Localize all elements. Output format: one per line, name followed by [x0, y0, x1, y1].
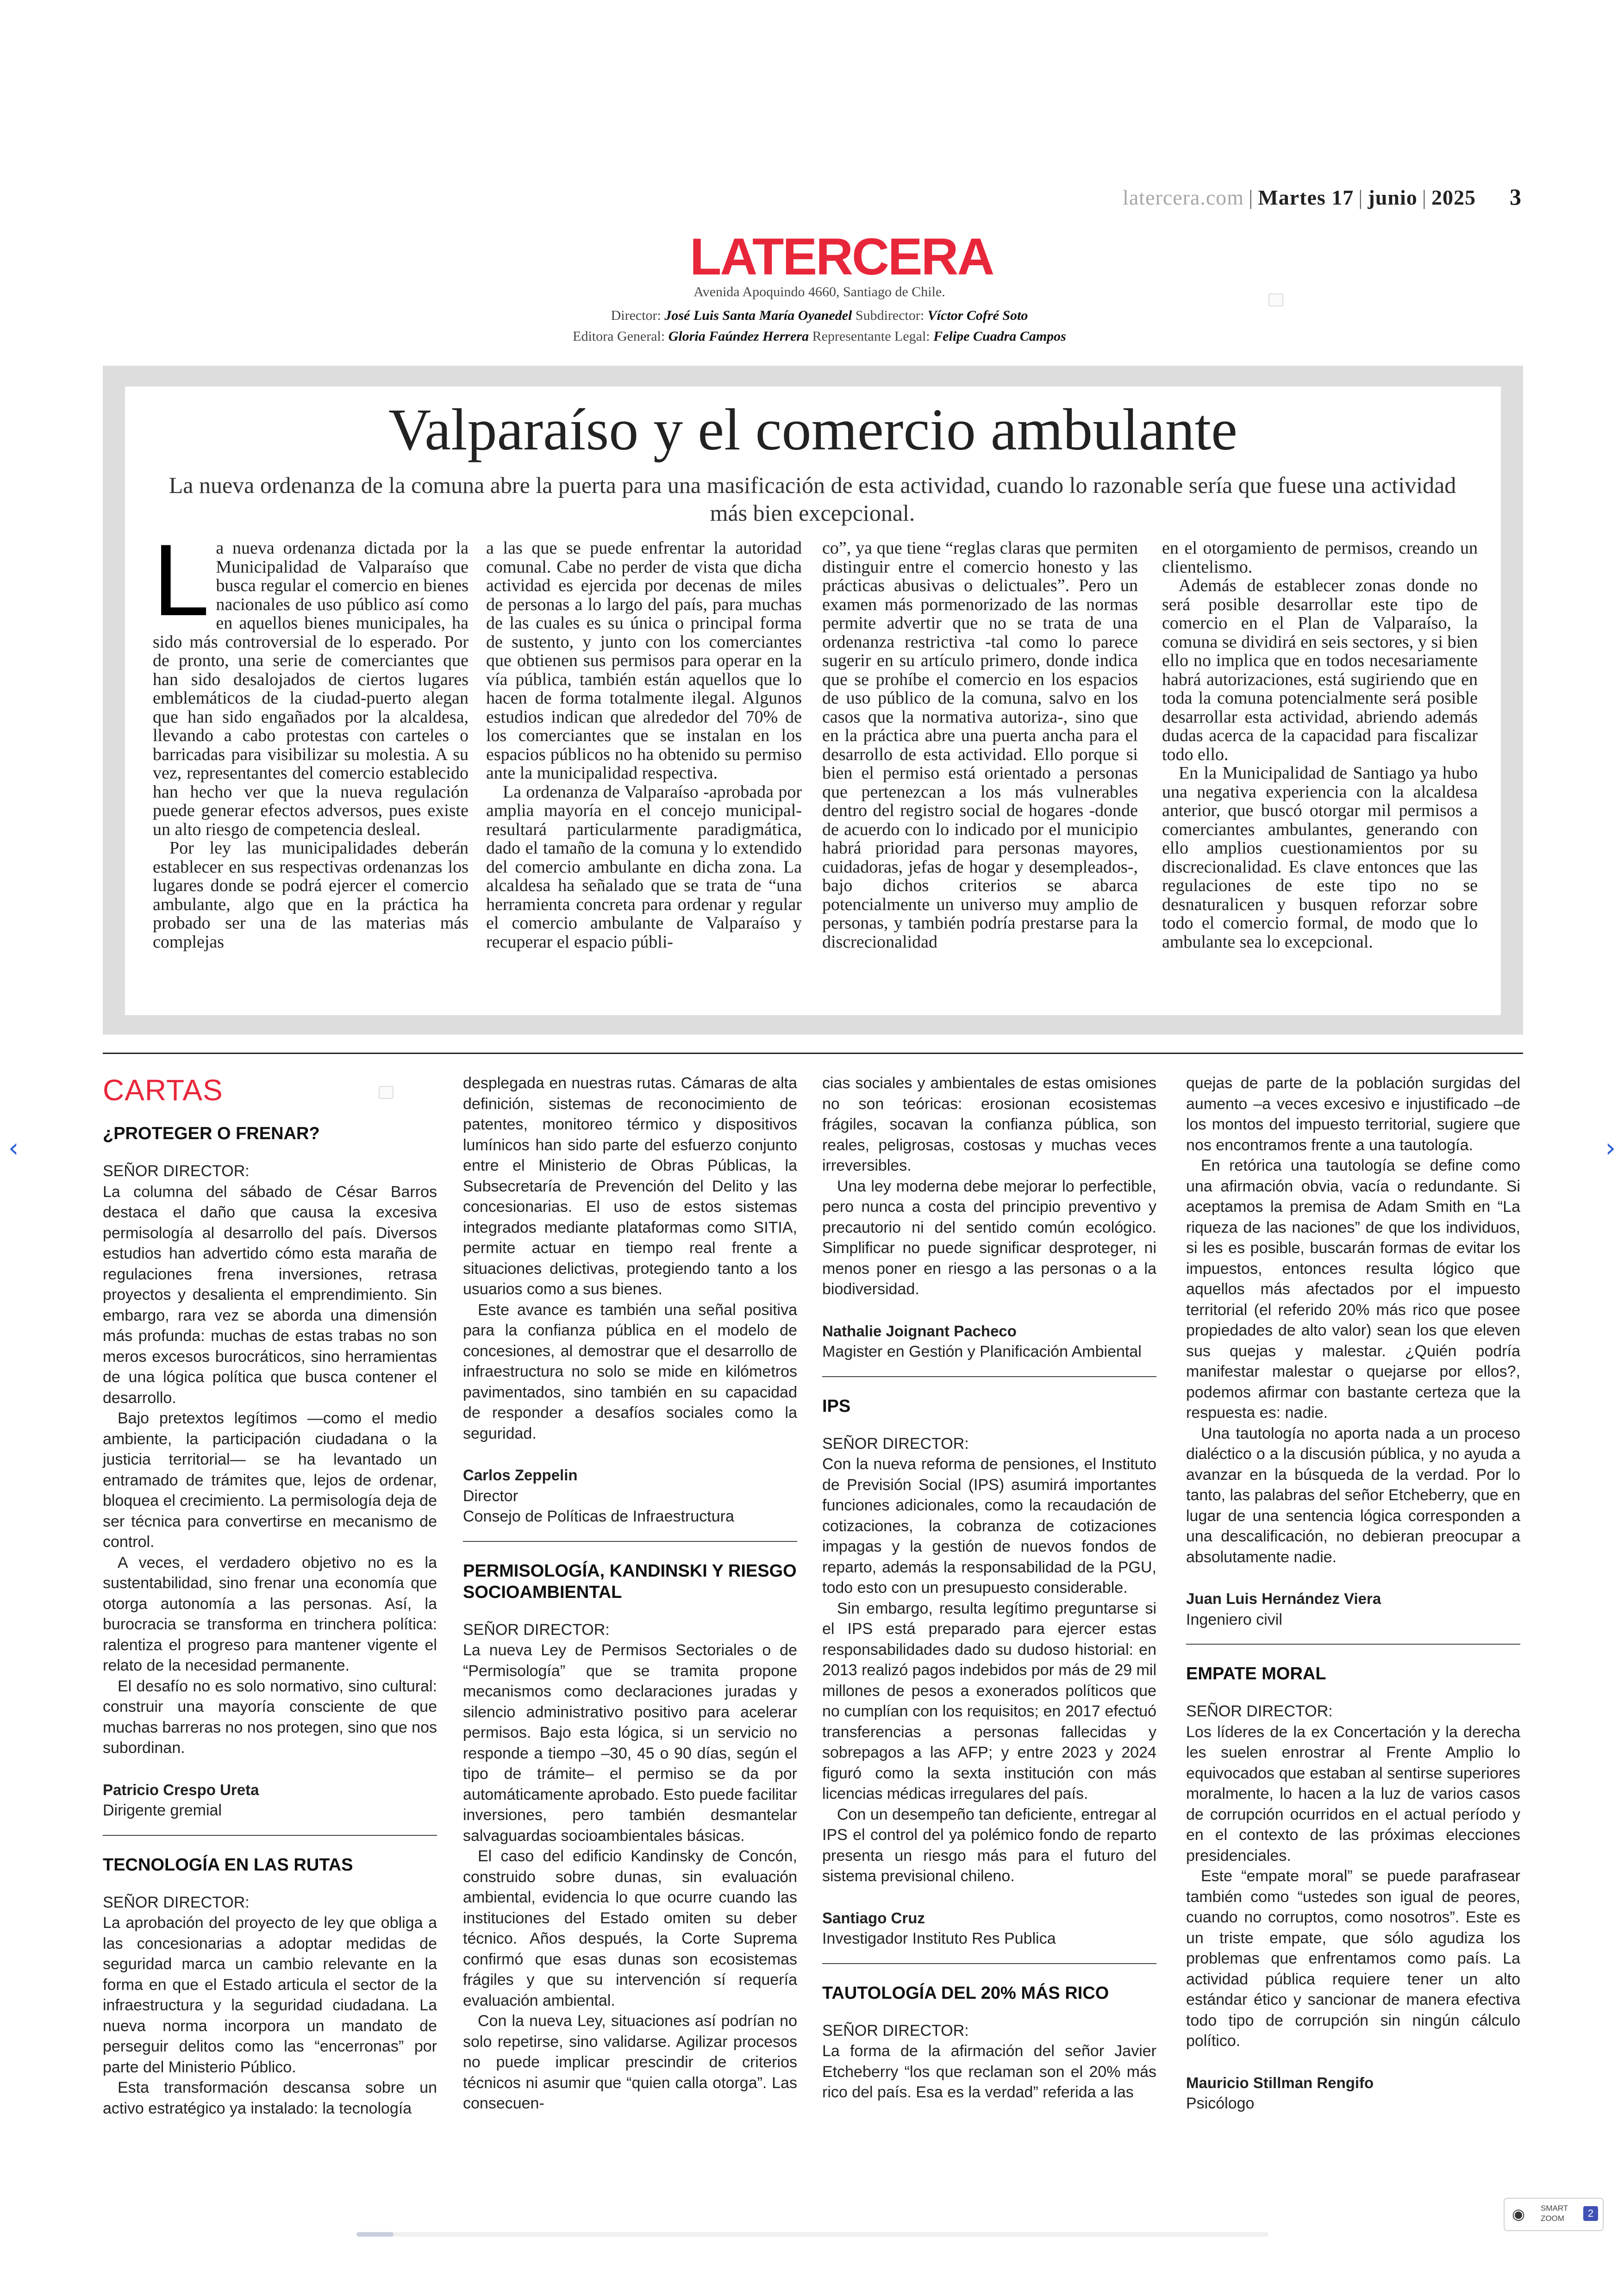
letters-section-title: CARTAS	[103, 1073, 223, 1107]
scrollbar-thumb[interactable]	[356, 2232, 394, 2237]
letter-title: TAUTOLOGÍA DEL 20% MÁS RICO	[822, 1983, 1109, 2003]
letter-paragraph: Este avance es también una señal positiva para la confianza pública en el modelo de concesiones, al demostrar que el desarrollo de infraestructura no solo se mide en kilómetros pavimentados, sino también en su capacidad de responder a desafíos sociales como la seguridad.	[463, 1301, 797, 1442]
letter-title: ¿PROTEGER O FRENAR?	[103, 1124, 320, 1143]
letter-paragraph: Una tautología no aporta nada a un proceso dialéctico o a la discusión pública, y no ayuda a avanzar en la búsqueda de la verdad. Por lo tanto, las palabras del señor Etcheberry, que en lugar de una sentencia lógica corresponden a una descalificación, no debieran preocupar a absolutamente nadie.	[1186, 1424, 1520, 1566]
letter-signature: Nathalie Joignant Pacheco	[822, 1322, 1017, 1340]
page-number: 3	[1510, 184, 1521, 210]
editorial-paragraph: Además de establecer zonas donde no será posible desarrollar este tipo de comercio en el Plan de Valparaíso, la comuna se dividirá en seis sectores, y si bien ello no implica que en todos necesariamente habrá autorizaciones, está sugiriendo que en toda la comuna potencialmente será posible desarrollar esta actividad, abriendo además dudas acerca de la capacidad para fiscalizar todo ello.	[1162, 576, 1478, 764]
letter-paragraph: quejas de parte de la población surgidas del aumento –a veces excesivo e injustificado –de los montos del impuesto territorial, sugiere que nos encontramos frente a una tautología.	[1186, 1074, 1520, 1154]
editorial-paragraph: en el otorgamiento de permisos, creando un clientelismo.	[1162, 538, 1478, 577]
letters-column-2	[463, 1073, 797, 2114]
editora-name: Gloria Faúndez Herrera	[668, 329, 809, 344]
letter-paragraph: Bajo pretextos legítimos —como el medio ambiente, la participación ciudadana o la justicia territorial— se ha levantado un entramado de trámites que, lejos de ordenar, bloquea el crecimiento. La permisología deja de ser técnica para convertirse en mecanismo de control.	[103, 1409, 437, 1551]
editorial-paragraph: La ordenanza de Valparaíso -aprobada por amplia mayoría en el concejo municipal- resultará particularmente paradigmática, dado el tamaño de la comuna y lo extendido del comercio ambulante en dicha zona. La alcaldesa ha señalado que se trata de “una herramienta concreta para ordenar y regular el comercio ambulante de Valparaíso y recuperar el espacio públi-	[486, 782, 802, 952]
letter-title: TECNOLOGÍA EN LAS RUTAS	[103, 1855, 353, 1875]
letter-paragraph: Con la nueva reforma de pensiones, el Instituto de Previsión Social (IPS) asumirá importantes funciones adicionales, como la recaudación de cotizaciones, la cobranza de cotizaciones impagas y la gestión de nuevos fondos de reparto, además la responsabilidad de la PGU, todo esto con un presupuesto considerable.	[822, 1455, 1156, 1597]
masthead-directors: Director: José Luis Santa María Oyanedel Subdirector: Víctor Cofré Soto	[611, 308, 1028, 323]
letter-paragraph: El desafío no es solo normativo, sino cultural: construir una mayoría consciente de que muchas barreras no nos protegen, sino que nos subordinan.	[103, 1677, 437, 1757]
letter-salutation: SEÑOR DIRECTOR:	[1186, 1703, 1333, 1720]
letter-paragraph: A veces, el verdadero objetivo no es la sustentabilidad, sino frenar una economía que otorga autonomía a las personas. Así, la burocracia se transforma en trinchera política: ralentiza el progreso para mantener vigente el relato de la necesidad permanente.	[103, 1553, 437, 1674]
editorial-column-1	[153, 523, 468, 952]
letter-divider	[822, 1963, 1156, 1964]
letter-paragraph: Sin embargo, resulta legítimo preguntarse si el IPS está preparado para ejercer estas responsabilidades dado su dudoso historial: en 2013 realizó pagos indebidos por más de 29 mil millones de pesos a exonerados políticos que no cumplían con los requisitos; en 2017 efectuó transferencias a personas fallecidas y sobrepagos a las AFP; y entre 2023 y 2024 figuró como la sexta institución con más licencias médicas irregulares del país.	[822, 1599, 1157, 1802]
letters-column-3	[822, 1073, 1156, 2103]
eye-icon: ◉	[1512, 2206, 1525, 2222]
letter-salutation: SEÑOR DIRECTOR:	[463, 1621, 610, 1639]
letter-paragraph: Con la nueva Ley, situaciones así podrían no solo repetirse, sino validarse. Agilizar procesos no puede implicar prescindir de criterios técnicos ni asumir que “quien calla otorga”. Las consecuen-	[463, 2012, 797, 2112]
editorial-title: Valparaíso y el comercio ambulante	[388, 397, 1237, 462]
letter-role: Consejo de Políticas de Infraestructura	[463, 1508, 734, 1525]
editorial-paragraph: La nueva ordenanza dictada por la Municipalidad de Valparaíso que busca regular el comercio en bienes nacionales de uso público así como en aquellos bienes municipales, ha sido más controversial de lo esperado. Por de pronto, una serie de comerciantes que han sido desalojados de ciertos lugares emblemáticos de la ciudad-puerto alegan que han sido engañados por la alcaldesa, llevando a cabo protestas con carteles o barricadas para visibilizar su molestia. A su vez, representantes del comercio establecido han hecho ver que la nueva regulación puede generar efectos adversos, pues existe un alto riesgo de competencia desleal.	[153, 523, 468, 839]
image-placeholder-icon[interactable]	[1268, 293, 1283, 306]
image-placeholder-icon[interactable]	[379, 1086, 394, 1099]
editorial-deck: La nueva ordenanza de la comuna abre la puerta para una masificación de esta actividad, cuando lo razonable sería que fuese una actividad más bien excepcional.	[169, 472, 1456, 526]
smart-zoom-button[interactable]	[1504, 2198, 1604, 2231]
letter-paragraph: Con un desempeño tan deficiente, entregar al IPS el control del ya polémico fondo de reparto presenta un riesgo más para el futuro del sistema previsional chileno.	[822, 1805, 1156, 1885]
horizontal-scrollbar[interactable]	[356, 2232, 1268, 2237]
letter-paragraph: cias sociales y ambientales de estas omisiones no son teóricas: erosionan ecosistemas frágiles, socavan la confianza pública, son reales, peligrosas, costosas y muchas veces irreversibles.	[822, 1074, 1156, 1174]
letter-signature: Carlos Zeppelin	[463, 1466, 578, 1484]
letter-paragraph: El caso del edificio Kandinsky de Concón, construido sobre dunas, sin evaluación ambiental, evidencia lo que ocurre cuando las instituciones del Estado omiten su deber técnico. Años después, la Corte Suprema confirmó que esas dunas son ecosistemas frágiles y que su intervención sí requería evaluación ambiental.	[463, 1847, 797, 2009]
director-name: José Luis Santa María Oyanedel	[664, 308, 852, 323]
letter-title: EMPATE MORAL	[1186, 1664, 1326, 1684]
letter-role: Director	[463, 1487, 518, 1505]
letter-signature: Patricio Crespo Ureta	[103, 1781, 259, 1798]
editorial-paragraph: Por ley las municipalidades deberán establecer en sus respectivas ordenanzas los lugares donde se podrá ejercer el comercio ambulante, algo que en la práctica ha probado ser una de las materias más complejas	[153, 838, 468, 952]
next-page-button[interactable]: ›	[1605, 1133, 1616, 1163]
editorial-paragraph: a las que se puede enfrentar la autoridad comunal. Cabe no perder de vista que dicha actividad es ejercida por decenas de miles de personas a lo largo del país, para muchas de las cuales es su única o principal forma de sustento, y junto con los comerciantes que obtienen sus permisos para operar en la vía pública, también están aquellos que lo hacen de forma totalmente ilegal. Algunos estudios indican que alrededor del 70% de los comerciantes que se instalan en los espacios públicos no ha obtenido su permiso ante la municipalidad respectiva.	[486, 538, 802, 783]
letter-role: Dirigente gremial	[103, 1802, 222, 1819]
drop-cap: L	[153, 523, 210, 637]
letter-paragraph: Esta transformación descansa sobre un activo estratégico ya instalado: la tecnología	[103, 2079, 437, 2117]
editorial-paragraph: En la Municipalidad de Santiago ya hubo una negativa experiencia con la alcaldesa anterior, que buscó otorgar mil permisos a comerciantes ambulantes, generando con ello amplios cuestionamientos por su discrecionalidad. Es clave entonces que las regulaciones de este tipo no se desnaturalicen y busquen reforzar sobre todo el comercio formal, de modo que lo ambulante sea lo excepcional.	[1162, 763, 1478, 952]
letter-salutation: SEÑOR DIRECTOR:	[103, 1162, 250, 1180]
letter-title: IPS	[822, 1396, 851, 1416]
masthead-address: Avenida Apoquindo 4660, Santiago de Chile.	[693, 284, 945, 299]
zoom-badge: 2	[1583, 2206, 1598, 2221]
letter-divider	[463, 1541, 797, 1542]
masthead-editors: Editora General: Gloria Faúndez Herrera Representante Legal: Felipe Cuadra Campos	[573, 329, 1066, 344]
letter-role: Ingeniero civil	[1186, 1610, 1282, 1628]
letter-salutation: SEÑOR DIRECTOR:	[822, 2021, 969, 2039]
letter-salutation: SEÑOR DIRECTOR:	[822, 1434, 969, 1453]
date-day: Martes 17	[1258, 186, 1354, 209]
letter-paragraph: La nueva Ley de Permisos Sectoriales o de “Permisología” que se tramita propone mecanismos como declaraciones juradas y silencio administrativo positivo para acelerar permisos. Bajo esta lógica, si un servicio no responde a tiempo –30, 45 o 90 días, según el tipo de trámite– el permiso se da por automáticamente aprobado. Esto puede facilitar inversiones, pero también desmantelar salvaguardas socioambientales básicas.	[463, 1641, 798, 1845]
rep-name: Felipe Cuadra Campos	[933, 329, 1066, 344]
letter-paragraph: Una ley moderna debe mejorar lo perfectible, pero nunca a costa del principio preventivo y precautorio ni del sentido común ecológico. Simplificar no puede significar desproteger, ni menos poner en riesgo a las personas o a la biodiversidad.	[822, 1177, 1156, 1298]
letter-signature: Juan Luis Hernández Viera	[1186, 1590, 1381, 1607]
letter-salutation: SEÑOR DIRECTOR:	[103, 1893, 250, 1911]
editorial-column-2	[486, 539, 802, 951]
letter-paragraph: Los líderes de la ex Concertación y la derecha les suelen enrostrar al Frente Amplio lo equivocados que estaban al sentirse superiores moralmente, lo hacen a la luz de varios casos de corrupción ocurridos en el actual período y en el contexto de las próximas elecciones presidenciales.	[1186, 1723, 1520, 1865]
letter-paragraph: En retórica una tautología se define como una afirmación obvia, vacía o redundante. Si aceptamos la premisa de Adam Smith en “La riqueza de las naciones” de que los individuos, si les es posible, buscarán formas de evitar los impuestos, entonces resulta lógico que aquellos más afectados por el impuesto territorial (el referido 20% más rico que posee propiedades de alto valor) sean los que eleven sus quejas y malestar. ¿Quién podría manifestar malestar o quejarse por ellos?, podemos afirmar con bastante certeza que la respuesta es: nadie.	[1186, 1157, 1520, 1422]
letter-divider	[1186, 1644, 1520, 1645]
letter-signature: Mauricio Stillman Rengifo	[1186, 2074, 1374, 2091]
previous-page-button[interactable]: ‹	[8, 1133, 19, 1163]
letter-role: Psicólogo	[1186, 2095, 1255, 2112]
letter-title: PERMISOLOGÍA, KANDINSKI Y RIESGO SOCIOAMBIENTAL	[463, 1561, 797, 1602]
letter-divider	[822, 1376, 1156, 1377]
letters-column-4	[1186, 1073, 1520, 2114]
section-divider	[103, 1053, 1523, 1054]
editorial-column-4	[1162, 539, 1478, 951]
letter-role: Investigador Instituto Res Publica	[822, 1930, 1056, 1947]
letter-paragraph: La forma de la afirmación del señor Javier Etcheberry “los que reclaman son el 20% más rico del país. Esa es la verdad” referida a las	[822, 2042, 1156, 2101]
smart-zoom-label: SMART ZOOM	[1541, 2204, 1568, 2223]
letter-paragraph: La aprobación del proyecto de ley que obliga a las concesionarias a adoptar medidas de seguridad marca un cambio relevante en la forma en que el Estado articula el sector de la infraestructura y la seguridad ciudadana. La nueva norma incorpora un mandato de perseguir delitos como las “encerronas” por parte del Ministerio Público.	[103, 1914, 437, 2076]
letter-paragraph: Este “empate moral” se puede parafrasear también como “ustedes son igual de peores, cuando no corruptos, como nosotros”. Este es un triste empate, que sólo agudiza los problemas que enfrentamos como país. La actividad pública requiere tener un alto estándar ético y sancionar de manera efectiva todo tipo de corrupción sin ningún cálculo político.	[1186, 1867, 1520, 2050]
date-year: 2025	[1431, 186, 1476, 209]
site-name: latercera.com	[1123, 186, 1244, 209]
subdirector-name: Víctor Cofré Soto	[927, 308, 1028, 323]
letter-divider	[103, 1835, 437, 1836]
editorial-paragraph: co”, ya que tiene “reglas claras que permiten distinguir entre el comercio honesto y las prácticas abusivas o delictuales”. Pero un examen más pormenorizado de las normas permite advertir que no se trata de una ordenanza restrictiva -tal como lo parece sugerir en su artículo primero, donde indica que se prohíbe el comercio en los espacios de uso público de la comuna, salvo en los casos que la normativa autoriza-, sino que en la práctica abre una puerta ancha para el desarrollo de esta actividad. Ello porque si bien el permiso está orientado a personas que pertenezcan a los más vulnerables dentro del registro social de hogares -donde de acuerdo con lo indicado por el municipio habrá prioridad para personas mayores, cuidadoras, jefas de hogar y desempleados-, bajo dichos criterios se abarca potencialmente un universo muy amplio de personas, y también podría prestarse para la discrecionalidad	[822, 538, 1138, 952]
newspaper-logo: LATERCERA	[690, 228, 993, 286]
date-month: junio	[1368, 186, 1418, 209]
letter-role: Magister en Gestión y Planificación Ambiental	[822, 1343, 1142, 1360]
page-dateline: latercera.com | Martes 17 | junio | 2025	[1123, 186, 1476, 209]
letters-column-1	[103, 1123, 437, 2119]
letter-signature: Santiago Cruz	[822, 1909, 925, 1927]
letter-paragraph: desplegada en nuestras rutas. Cámaras de alta definición, sistemas de reconocimiento de patentes, monitoreo térmico y dispositivos lumínicos han sido parte del esfuerzo conjunto entre el Ministerio de Obras Públicas, la Subsecretaría de Prevención del Delito y las concesionarias. El uso de estos sistemas integrados mediante plataformas como SITIA, permite actuar en tiempo real frente a situaciones delictivas, protegiendo tanto a los usuarios como a sus bienes.	[463, 1074, 797, 1298]
letter-paragraph: La columna del sábado de César Barros destaca el daño que causa la excesiva permisología al desarrollo del país. Diversos estudios han advertido cómo esta maraña de regulaciones frena inversiones, retrasa proyectos y desalienta el emprendimiento. Sin embargo, rara vez se aborda una dimensión más profunda: muchas de estas trabas no son meros excesos burocráticos, sino herramientas de una lógica política que busca contener el desarrollo.	[103, 1183, 437, 1407]
editorial-column-3	[822, 539, 1138, 951]
